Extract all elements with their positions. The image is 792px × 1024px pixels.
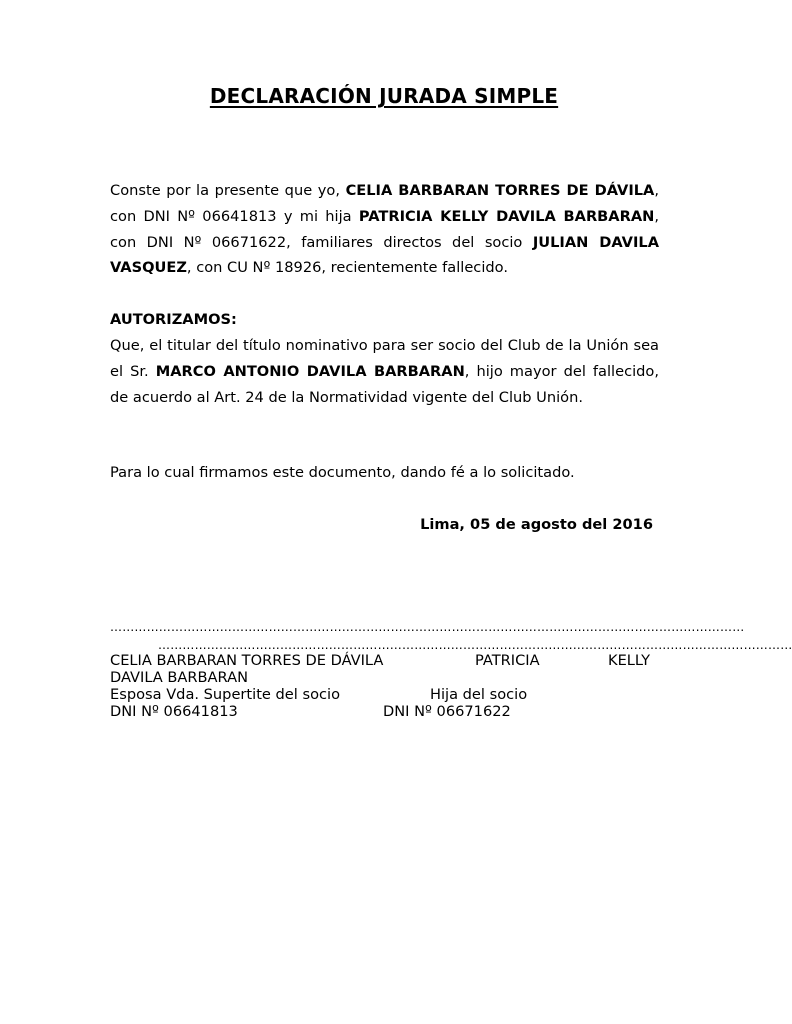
signature-line-2: ………………………………………………………………………………………………………………………………………… — [158, 638, 792, 652]
signature-line-1: ………………………………………………………………………………………………………………………………………… — [110, 620, 745, 634]
declarant-name: CELIA BARBARAN TORRES DE DÁVILA — [345, 182, 655, 199]
text-segment: , con CU Nº 18926, recientemente fallecido. — [186, 259, 508, 277]
signer2-name-part3: DAVILA BARBARAN — [110, 669, 248, 686]
paragraph-declaration — [110, 178, 659, 281]
text-segment: Conste por la presente que yo, — [110, 182, 346, 199]
signer2-dni: DNI Nº 06671622 — [383, 703, 511, 720]
signer2-name-part2: KELLY — [608, 652, 651, 669]
signer1-name: CELIA BARBARAN TORRES DE DÁVILA — [110, 652, 384, 669]
signer1-dni: DNI Nº 06641813 — [110, 703, 238, 720]
document-date: Lima, 05 de agosto del 2016 — [420, 516, 653, 533]
signer2-role: Hija del socio — [430, 686, 528, 703]
text-segment: Que, el titular del título nominativo para ser socio del Club de la Unión sea el Sr. — [110, 337, 659, 380]
beneficiary-name: MARCO ANTONIO DAVILA BARBARAN — [155, 362, 465, 380]
document-title: DECLARACIÓN JURADA SIMPLE — [209, 84, 559, 108]
text-segment: , hijo mayor del fallecido, de acuerdo al Art. 24 de la Normatividad vigente del Club Unión. — [110, 362, 659, 406]
signer2-name-part1: PATRICIA — [475, 652, 540, 669]
paragraph-closing: Para lo cual firmamos este documento, dando fé a lo solicitado. — [110, 464, 575, 481]
authorization-heading: AUTORIZAMOS: — [110, 311, 237, 328]
text-segment: , con DNI Nº 06671622, familiares directos del socio — [110, 207, 659, 251]
text-segment: , con DNI Nº 06641813 y mi hija — [110, 182, 659, 225]
signer1-role: Esposa Vda. Supertite del socio — [110, 686, 341, 703]
member-name: JULIAN DAVILA VASQUEZ — [110, 233, 659, 277]
daughter-name: PATRICIA KELLY DAVILA BARBARAN — [358, 207, 655, 225]
paragraph-authorization — [110, 333, 659, 410]
